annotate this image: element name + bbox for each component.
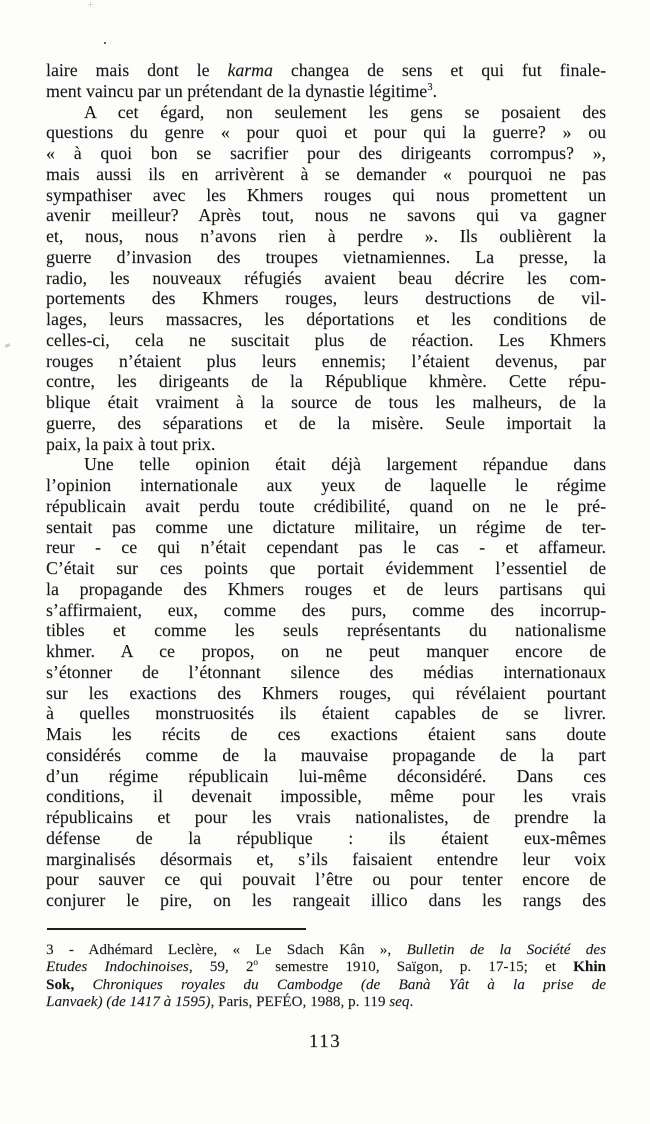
text-line: lages, leurs massacres, les déportations et les conditions de (46, 309, 606, 329)
scan-speck (88, 2, 93, 7)
text-line: Etudes Indochinoises, 59, 2$^o$ semestre 1910, Saïgon, p. 17-15; et Khin (46, 957, 607, 976)
text-line: C’était sur ces points que portait évidemment l’essentiel de (46, 558, 606, 578)
text-line: républicain avait perdu toute crédibilité, quand on ne le pré- (46, 495, 606, 516)
text-line: blique était vraiment à la source de tous les malheurs, de la (46, 392, 606, 412)
scan-speck (104, 42, 106, 44)
text-line: Mais les récits de ces exactions étaient sans doute (46, 724, 606, 744)
text-line: tibles et comme les seuls représentants du nationalisme (46, 620, 606, 641)
text-line: et, nous, nous n’avons rien à perdre ». Ils oublièrent la (46, 226, 606, 246)
text-line: celles-ci, cela ne suscitait plus de réaction. Les Khmers (46, 329, 606, 350)
text-line: d’un régime républicain lui-même déconsidéré. Dans ces (46, 765, 606, 786)
footnote (46, 941, 606, 1010)
page-number: 113 (308, 1031, 342, 1052)
text-line: portements des Khmers rouges, leurs destructions de vil- (46, 288, 606, 309)
text-line: Une telle opinion était déjà largement répandue dans (84, 454, 606, 475)
text-line: khmer. A ce propos, on ne peut manquer encore de (46, 641, 606, 661)
text-line: guerre d’invasion des troupes vietnamiennes. La presse, la (46, 246, 606, 267)
footnote-separator (47, 928, 306, 930)
text-line: Lanvaek) (de 1417 à 1595), Paris, PEFÉO, 1988, p. 119 seq. (46, 992, 414, 1010)
text-line: défense de la république : ils étaient eux-mêmes (46, 827, 606, 848)
text-line: considérés comme de la mauvaise propagande de la part (46, 744, 606, 765)
scan-speck (5, 343, 11, 348)
text-line: mais aussi ils en arrivèrent à se demander « pourquoi ne pas (46, 163, 606, 184)
text-line: rouges n’étaient plus leurs ennemis; l’étaient devenus, par (46, 350, 606, 371)
text-line: avenir meilleur? Après tout, nous ne savons qui va gagner (46, 205, 606, 226)
text-line: pour sauver ce qui pouvait l’être ou pour tenter encore de (46, 869, 606, 890)
text-line: s’affirmaient, eux, comme des purs, comme des incorrup- (46, 599, 606, 620)
text-line: questions du genre « pour quoi et pour qui la guerre? » ou (46, 122, 606, 143)
text-line: reur - ce qui n’était cependant pas le cas - et affameur. (46, 537, 606, 558)
text-line: laire mais dont le karma changea de sens et qui fut finale- (46, 60, 606, 80)
text-line: sur les exactions des Khmers rouges, qui révélaient pourtant (46, 682, 606, 703)
text-line: républicains et pour les vrais nationalistes, de prendre la (46, 807, 606, 827)
text-line: marginalisés désormais et, s’ils faisaient entendre leur voix (46, 848, 606, 869)
text-line: s’étonner de l’étonnant silence des médias internationaux (46, 661, 606, 682)
text-line: ment vaincu par un prétendant de la dynastie légitime$^3$. (46, 80, 437, 101)
text-line: paix, la paix à tout prix. (46, 433, 216, 454)
text-line: à quelles monstruosités ils étaient capables de se livrer. (46, 703, 606, 724)
body-text (46, 60, 606, 911)
text-line: « à quoi bon se sacrifier pour des dirigeants corrompus? », (46, 143, 606, 163)
text-line: conjurer le pire, on les rangeait illico dans les rangs des (46, 890, 606, 910)
text-line: Sok, Chroniques royales du Cambodge (de Banà Yât à la prise de (46, 975, 606, 993)
text-line: la propagande des Khmers rouges et de leurs partisans qui (46, 578, 606, 599)
text-line: conditions, il devenait impossible, même pour les vrais (46, 786, 606, 807)
text-line: l’opinion internationale aux yeux de laquelle le régime (46, 475, 606, 495)
text-line: 3 - Adhémard Leclère, « Le Sdach Kân », Bulletin de la Société des (46, 941, 606, 958)
text-line: sentait pas comme une dictature militaire, un régime de ter- (46, 516, 606, 537)
text-line: contre, les dirigeants de la République khmère. Cette répu- (46, 371, 606, 392)
text-line: sympathiser avec les Khmers rouges qui nous promettent un (46, 184, 606, 205)
text-line: A cet égard, non seulement les gens se posaient des (84, 101, 606, 122)
text-line: guerre, des séparations et de la misère. Seule importait la (46, 412, 606, 433)
text-line: radio, les nouveaux réfugiés avaient beau décrire les com- (46, 267, 606, 288)
